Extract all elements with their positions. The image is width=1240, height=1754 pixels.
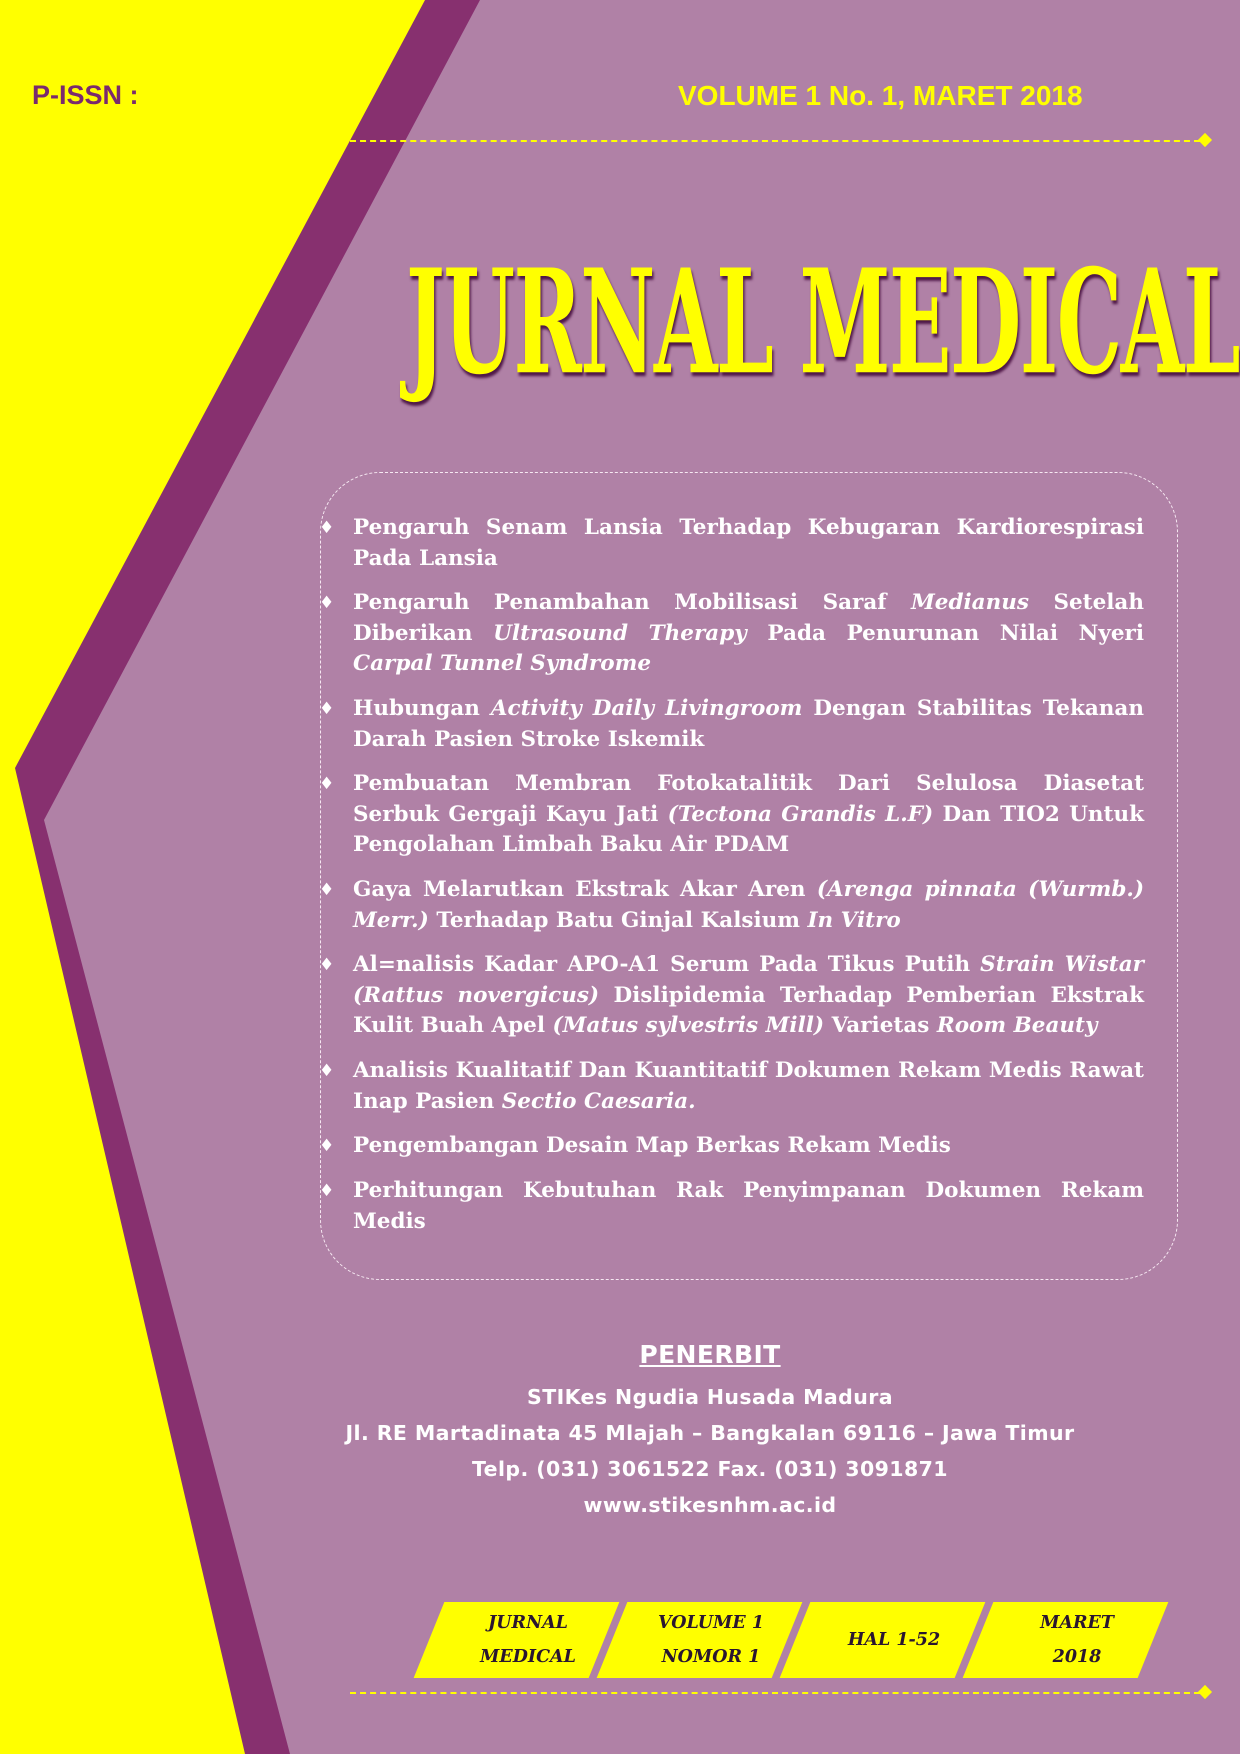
volume-header: VOLUME 1 No. 1, MARET 2018 xyxy=(678,80,1083,111)
publisher-phone: Telp. (031) 3061522 Fax. (031) 3091871 xyxy=(472,1457,948,1481)
bullet-diamond-icon: ♦ xyxy=(319,518,335,538)
bullet-diamond-icon: ♦ xyxy=(319,1136,335,1156)
article-title-text: Terhadap Batu Ginjal Kalsium xyxy=(428,907,808,933)
article-title-text: Pembuatan Membran Fotokatalitik Dari Selulosa Diasetat Serbuk Gergaji Kayu Jati xyxy=(353,771,1144,827)
article-title-italic: Sectio Caesaria. xyxy=(501,1088,696,1114)
article-title-italic: In Vitro xyxy=(807,907,901,933)
publisher-name: STIKes Ngudia Husada Madura xyxy=(527,1385,893,1409)
article-title-text: Perhitungan Kebutuhan Rak Penyimpanan Dokumen Rekam Medis xyxy=(353,1178,1144,1234)
article-title-text: Setelah Diberikan xyxy=(353,590,1144,646)
article-title-text: Al=nalisis Kadar APO-A1 Serum Pada Tikus Putih xyxy=(353,952,981,977)
footer-volume-line2: NOMOR 1 xyxy=(661,1647,761,1667)
article-title-italic: Ultrasound Therapy xyxy=(493,620,747,646)
article-title-text: Pengembangan Desain Map Berkas Rekam Medis xyxy=(353,1133,951,1158)
article-title-text: Hubungan xyxy=(353,696,491,721)
article-title-italic: Activity Daily Livingroom xyxy=(490,696,803,721)
article-title-italic: Medianus xyxy=(911,590,1029,615)
bullet-diamond-icon: ♦ xyxy=(319,699,335,719)
article-title xyxy=(319,513,1144,574)
article-title xyxy=(319,769,1145,861)
article-title-text: Pengaruh Penambahan Mobilisasi Saraf xyxy=(353,590,911,615)
article-title-italic: (Matus sylvestris Mill) xyxy=(552,1013,825,1038)
article-title-text: Analisis Kualitatif Dan Kuantitatif Dokumen Rekam Medis Rawat Inap Pasien xyxy=(353,1058,1144,1114)
footer-date-line2: 2018 xyxy=(1052,1647,1102,1667)
article-title-italic: Carpal Tunnel Syndrome xyxy=(353,651,652,676)
article-title-italic: Room Beauty xyxy=(936,1013,1098,1038)
footer-journal-line1: JURNAL xyxy=(488,1613,568,1633)
article-title xyxy=(319,694,1144,755)
article-title-italic: (Arenga pinnata (Wurmb.) Merr.) xyxy=(353,877,1145,933)
publisher-heading: PENERBIT xyxy=(639,1340,781,1369)
article-title xyxy=(319,1176,1144,1237)
article-title-text: Dan TIO2 Untuk Pengolahan Limbah Baku Air PDAM xyxy=(353,801,1145,857)
issn-label: P-ISSN : xyxy=(32,80,139,110)
footer-journal xyxy=(443,1604,613,1676)
bullet-diamond-icon: ♦ xyxy=(319,1061,335,1081)
footer-pages-line1: HAL 1-52 xyxy=(847,1630,941,1650)
article-title xyxy=(319,1131,1144,1162)
article-title xyxy=(319,875,1145,936)
article-title-italic: (Tectona Grandis L.F) xyxy=(667,801,934,827)
footer-date-line1: MARET xyxy=(1040,1613,1114,1633)
article-title xyxy=(319,1056,1144,1117)
article-title-text: Varietas xyxy=(824,1013,937,1038)
footer-date xyxy=(992,1604,1162,1676)
article-title-text: Pengaruh Senam Lansia Terhadap Kebugaran Kardiorespirasi Pada Lansia xyxy=(353,515,1144,571)
footer-journal-line2: MEDICAL xyxy=(480,1647,576,1667)
publisher-address: Jl. RE Martadinata 45 Mlajah – Bangkalan 69116 – Jawa Timur xyxy=(345,1421,1075,1445)
footer-volume-line1: VOLUME 1 xyxy=(657,1613,765,1633)
article-title-text: Pada Penurunan Nilai Nyeri xyxy=(746,620,1144,646)
publisher-website[interactable]: www.stikesnhm.ac.id xyxy=(583,1493,837,1517)
bullet-diamond-icon: ♦ xyxy=(319,955,335,975)
footer-pages xyxy=(809,1604,979,1676)
bullet-diamond-icon: ♦ xyxy=(319,1181,335,1201)
article-title-italic: Strain Wistar (Rattus novergicus) xyxy=(353,952,1144,1008)
article-title xyxy=(319,588,1144,680)
bullet-diamond-icon: ♦ xyxy=(319,593,335,613)
journal-title: JURNAL MEDICAL xyxy=(406,237,1240,407)
article-title xyxy=(319,950,1144,1042)
bottom-divider xyxy=(350,1692,1200,1694)
bullet-diamond-icon: ♦ xyxy=(319,774,335,794)
article-title-text: Dislipidemia Terhadap Pemberian Ekstrak Kulit Buah Apel xyxy=(353,982,1144,1038)
article-title-text: Dengan Stabilitas Tekanan Darah Pasien Stroke Iskemik xyxy=(353,696,1144,752)
article-title-text: Gaya Melarutkan Ekstrak Akar Aren xyxy=(353,877,817,902)
top-divider xyxy=(350,140,1200,142)
bullet-diamond-icon: ♦ xyxy=(319,880,335,900)
footer-volume xyxy=(626,1604,796,1676)
